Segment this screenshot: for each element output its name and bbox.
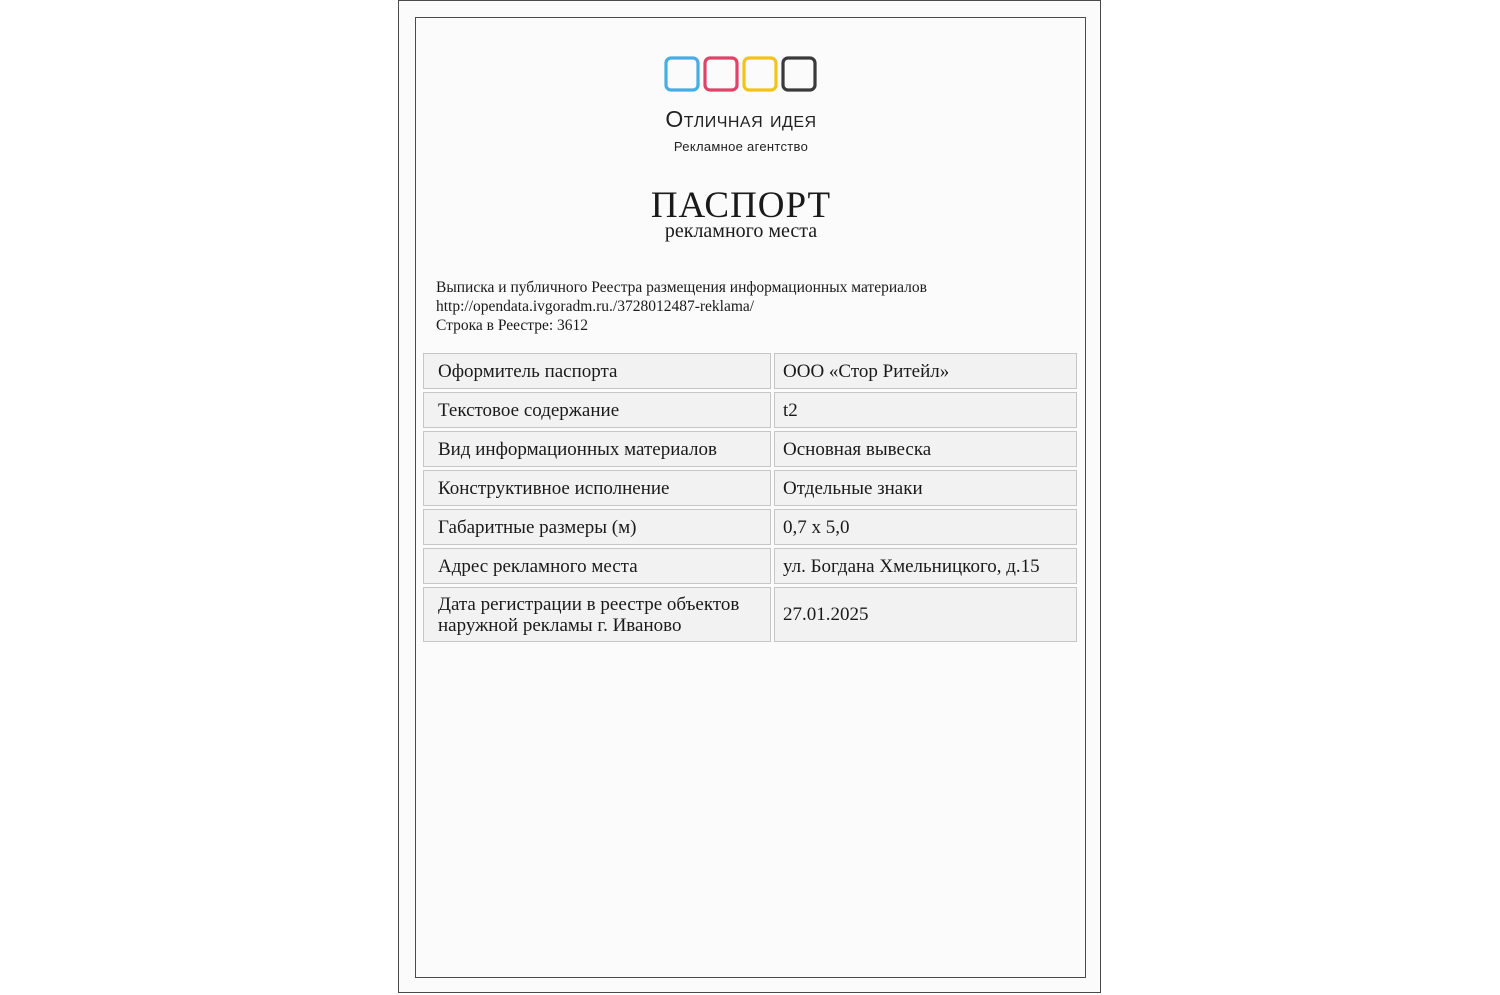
table-row (423, 353, 1077, 389)
logo-square-dark (783, 58, 815, 90)
logo-subtitle: Рекламное агентство (673, 139, 809, 154)
table-value-cell: ООО «Стор Ритейл» (774, 353, 1077, 389)
table-row (423, 509, 1077, 545)
document-subtitle: рекламного места (664, 220, 818, 242)
table-key-cell: Дата регистрации в реестре объектов наружной рекламы г. Иваново (423, 587, 771, 642)
table-key-cell: Текстовое содержание (423, 392, 771, 428)
extract-line-registry-row: Строка в Реестре: 3612 (436, 317, 589, 334)
extract-line-description: Выписка и публичного Реестра размещения информационных материалов (436, 279, 927, 296)
table-value-cell: 27.01.2025 (774, 587, 1077, 642)
logo-square-pink (705, 58, 737, 90)
document-title: ПАСПОРТ (650, 185, 832, 226)
table-key-cell: Конструктивное исполнение (423, 470, 771, 506)
table-row (423, 587, 1077, 642)
table-row (423, 392, 1077, 428)
table-value-cell: Основная вывеска (774, 431, 1077, 467)
table-key-cell: Оформитель паспорта (423, 353, 771, 389)
table-value-cell: 0,7 х 5,0 (774, 509, 1077, 545)
registry-extract (436, 278, 1076, 335)
table-row (423, 431, 1077, 467)
table-key-cell: Вид информационных материалов (423, 431, 771, 467)
table-key-cell: Адрес рекламного места (423, 548, 771, 584)
table-value-cell: ул. Богдана Хмельницкого, д.15 (774, 548, 1077, 584)
logo-square-blue (666, 58, 698, 90)
table-key-cell: Габаритные размеры (м) (423, 509, 771, 545)
table-value-cell: t2 (774, 392, 1077, 428)
logo-squares-icon (664, 56, 824, 92)
table-row (423, 470, 1077, 506)
extract-line-url: http://opendata.ivgoradm.ru./3728012487-reklama/ (436, 298, 755, 315)
passport-table (423, 353, 1077, 645)
logo-title: Отличная идея (665, 106, 817, 132)
logo-square-yellow (744, 58, 776, 90)
table-row (423, 548, 1077, 584)
table-value-cell: Отдельные знаки (774, 470, 1077, 506)
